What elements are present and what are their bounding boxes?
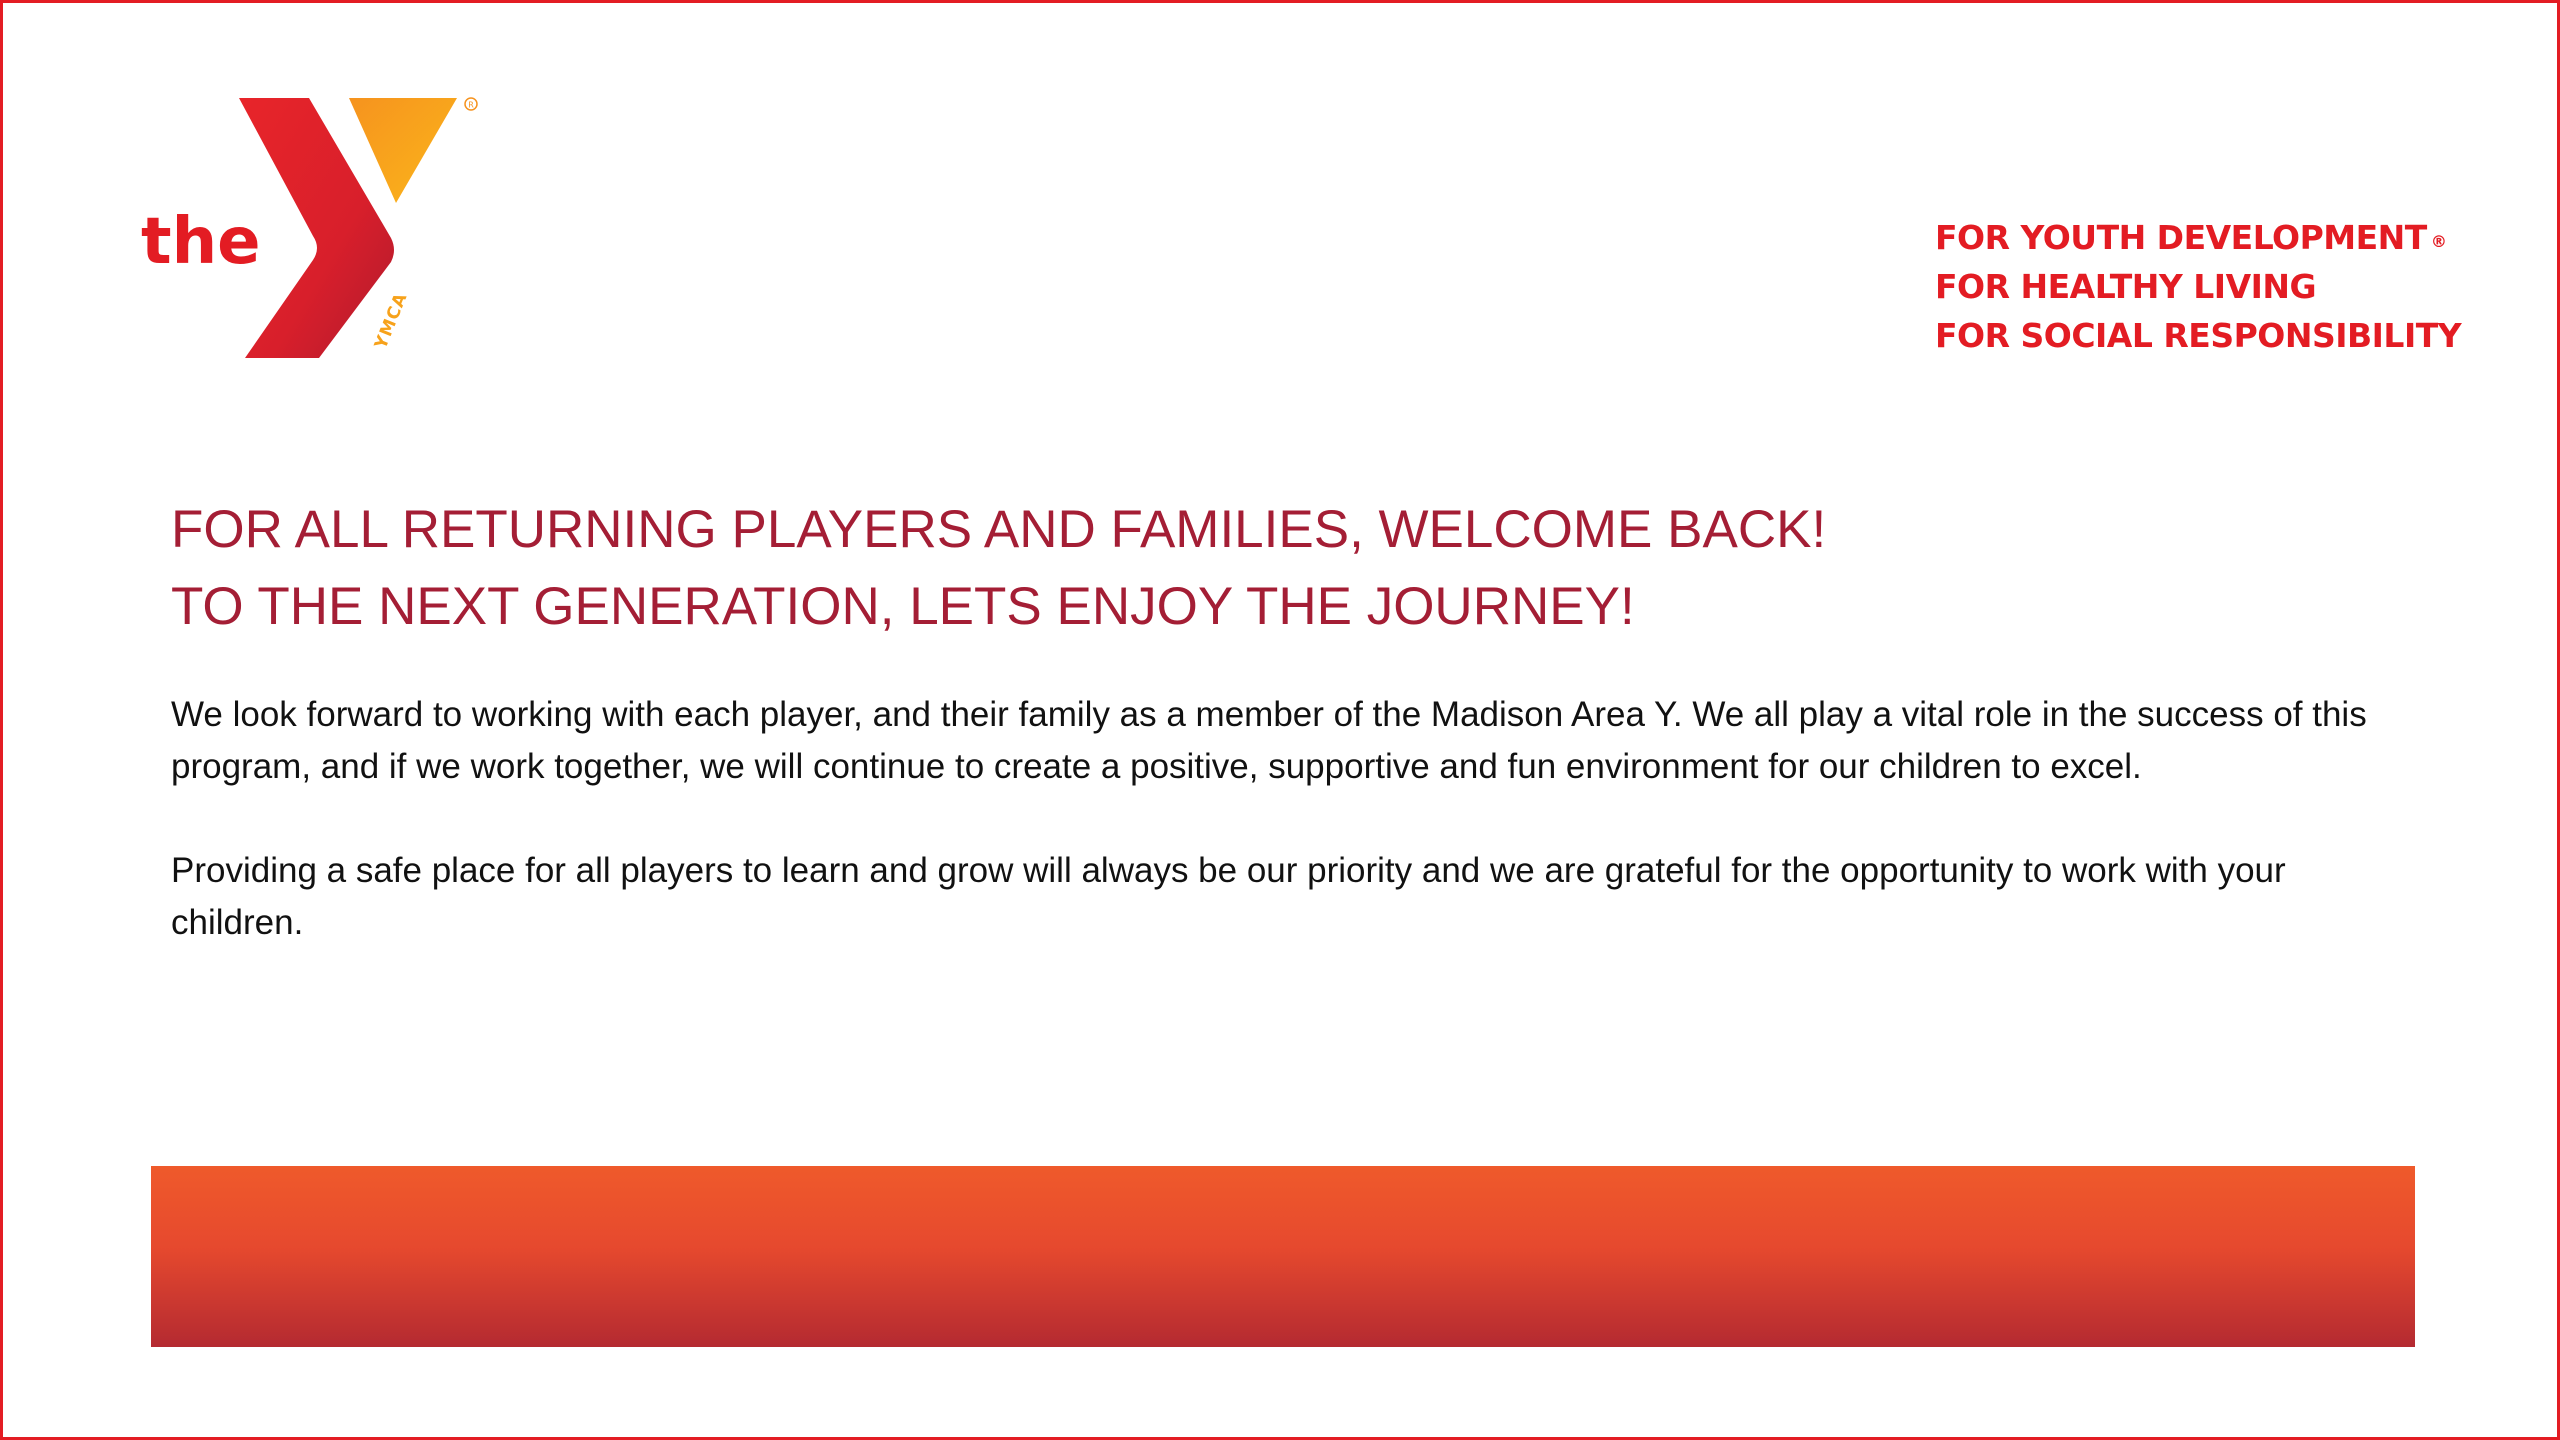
tagline-healthy-living: FOR HEALTHY LIVING [1935, 267, 2317, 306]
tagline-youth-development [1935, 213, 2455, 262]
svg-text:R: R [468, 100, 474, 110]
tagline-youth-development-text: FOR YOUTH DEVELOPMENT [1935, 218, 2427, 257]
ymca-logo [141, 88, 493, 370]
footer-banner [151, 1166, 2415, 1347]
headline-line-1: FOR ALL RETURNING PLAYERS AND FAMILIES, WELCOME BACK! [171, 500, 1827, 559]
headline [171, 491, 2431, 645]
tagline-block [1935, 213, 2462, 360]
paragraph-2: Providing a safe place for all players to learn and grow will always be our priority and we are grateful for the opportunity to work with your children. [171, 851, 2286, 942]
logo-ymca-text: YMCA [371, 289, 412, 352]
body-text [171, 689, 2411, 1001]
headline-line-2: TO THE NEXT GENERATION, LETS ENJOY THE JOURNEY! [171, 577, 1635, 636]
tagline-social-responsibility: FOR SOCIAL RESPONSIBILITY [1935, 316, 2462, 355]
logo-word-the: the [141, 205, 261, 279]
ymca-logo-graphic [141, 88, 493, 370]
paragraph-1: We look forward to working with each player, and their family as a member of the Madison Area Y. We all play a vital role in the success of this program, and if we work together, we will continue to create a positive, supportive and fun environment for our children to excel. [171, 695, 2367, 786]
logo-orange-arm [349, 98, 457, 203]
registered-mark: ® [2430, 232, 2447, 251]
